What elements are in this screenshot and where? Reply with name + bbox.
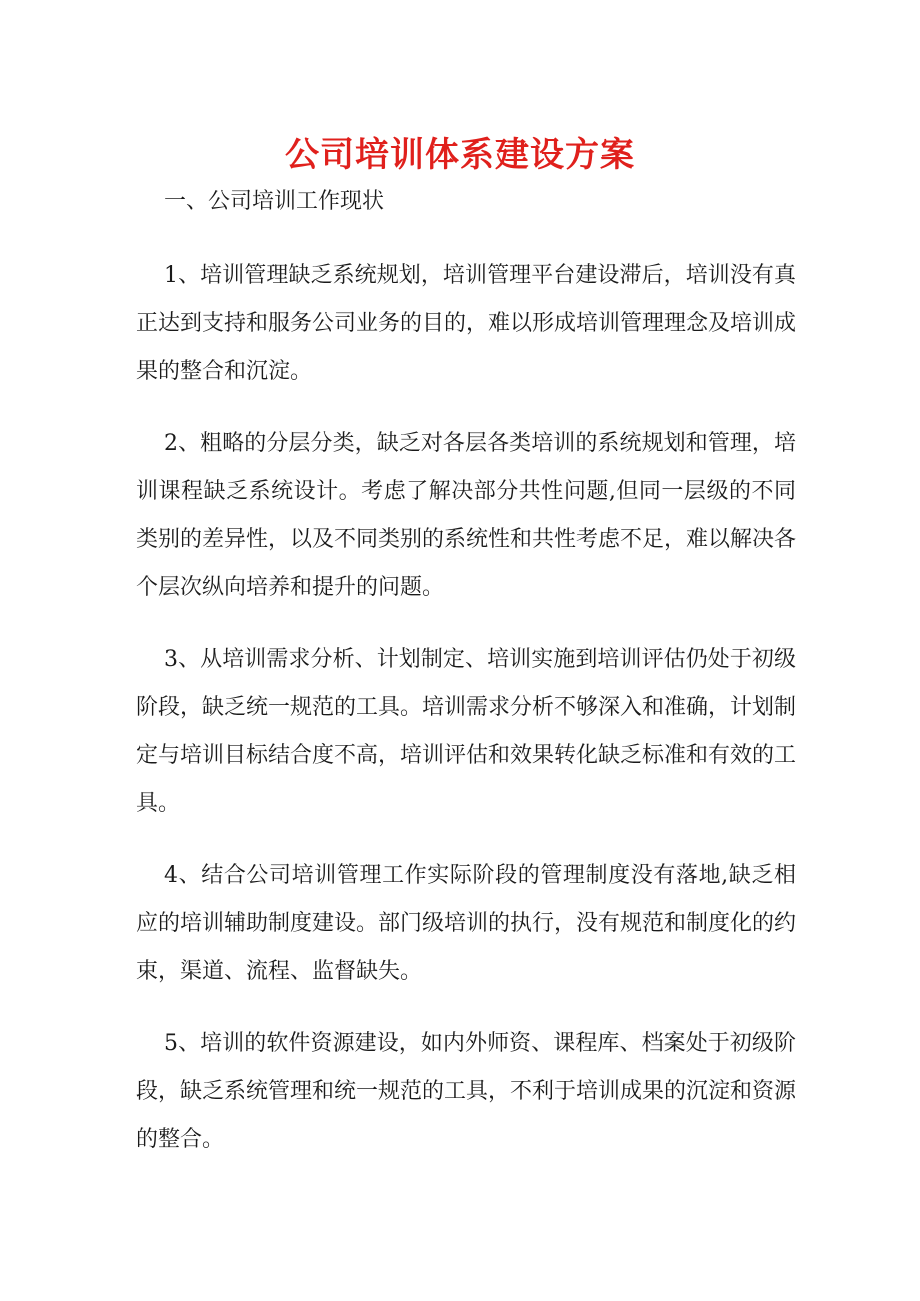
section-heading: 一、公司培训工作现状 bbox=[164, 189, 385, 214]
document-body bbox=[136, 178, 796, 1164]
paragraph-1: 1、培训管理缺乏系统规划，培训管理平台建设滞后，培训没有真正达到支持和服务公司业务的目的，难以形成培训管理理念及培训成果的整合和沉淀。 bbox=[136, 263, 797, 384]
paragraph-3: 3、从培训需求分析、计划制定、培训实施到培训评估仍处于初级阶段，缺乏统一规范的工具。培训需求分析不够深入和准确，计划制定与培训目标结合度不高，培训评估和效果转化缺乏标准和有效的工具。 bbox=[136, 647, 797, 816]
paragraph-4: 4、结合公司培训管理工作实际阶段的管理制度没有落地,缺乏相应的培训辅助制度建设。部门级培训的执行，没有规范和制度化的约束，渠道、流程、监督缺失。 bbox=[136, 863, 797, 984]
paragraph-5: 5、培训的软件资源建设，如内外师资、课程库、档案处于初级阶段，缺乏系统管理和统一规范的工具，不利于培训成果的沉淀和资源的整合。 bbox=[136, 1031, 797, 1152]
paragraph-2: 2、粗略的分层分类，缺乏对各层各类培训的系统规划和管理，培训课程缺乏系统设计。考虑了解决部分共性问题,但同一层级的不同类别的差异性，以及不同类别的系统性和共性考虑不足，难以解决各个层次纵向培养和提升的问题。 bbox=[136, 431, 797, 600]
document-title: 公司培训体系建设方案 bbox=[285, 134, 635, 175]
